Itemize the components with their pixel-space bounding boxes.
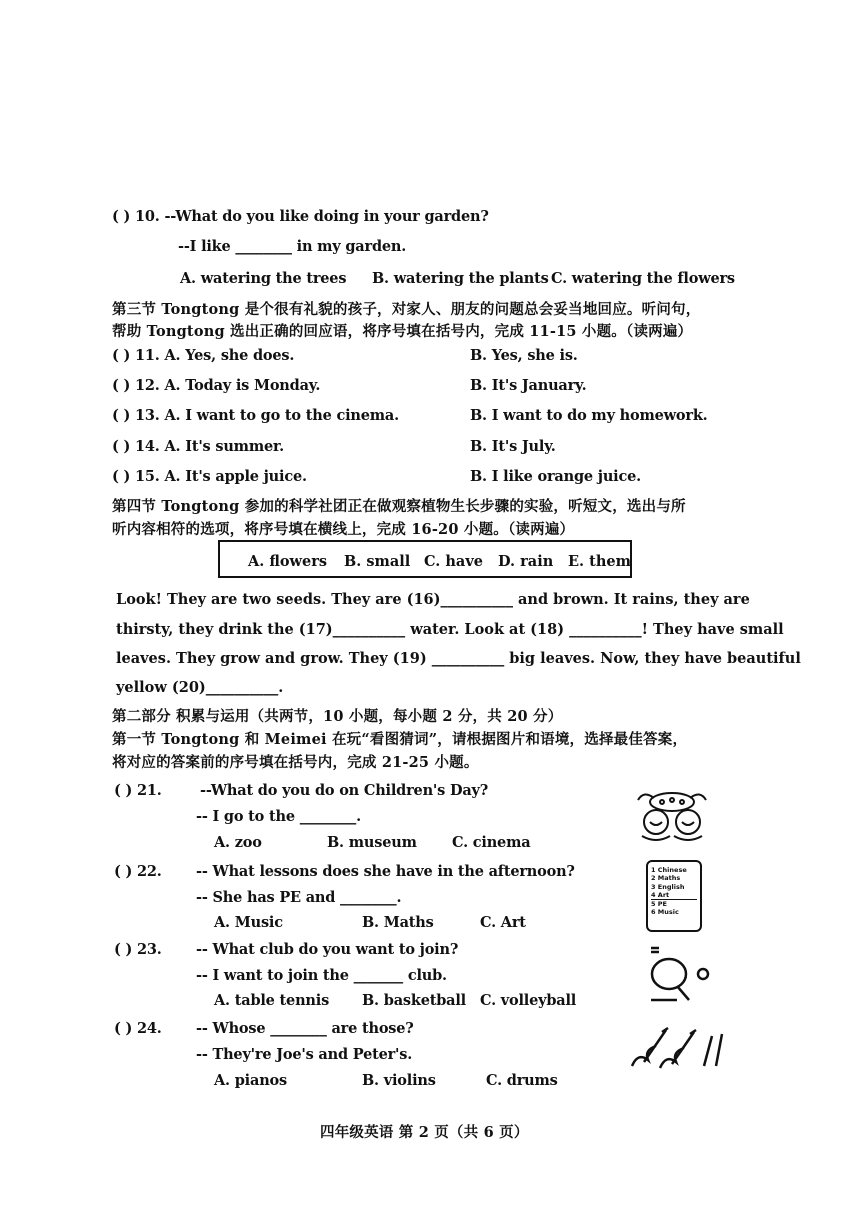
question-24-option-a: A. pianos: [214, 1072, 287, 1089]
question-22: -- What lessons does she have in the afternoon?: [196, 863, 575, 880]
question-13: ( ) 13. A. I want to go to the cinema.: [112, 407, 399, 424]
question-21-option-a: A. zoo: [214, 834, 262, 851]
violins-picture: [626, 1026, 726, 1072]
question-10-option-c: C. watering the flowers: [551, 270, 735, 287]
question-23-number: ( ) 23.: [114, 941, 162, 958]
question-11-option-b: B. Yes, she is.: [470, 347, 578, 364]
question-22-reply: -- She has PE and ________.: [196, 889, 402, 906]
word-bank-item: B. small: [344, 553, 411, 570]
timetable-row: 4 Art: [651, 891, 697, 900]
question-22-option-b: B. Maths: [362, 914, 434, 931]
question-24-reply: -- They're Joe's and Peter's.: [196, 1046, 413, 1063]
passage-line: thirsty, they drink the (17)__________ water. Look at (18) __________! They have small: [116, 621, 784, 638]
word-bank-item: E. them: [568, 553, 631, 570]
question-24: -- Whose ________ are those?: [196, 1020, 414, 1037]
question-23-option-a: A. table tennis: [214, 992, 330, 1009]
question-24-number: ( ) 24.: [114, 1020, 162, 1037]
question-22-option-c: C. Art: [480, 914, 526, 931]
section3-heading-line1: 第三节 Tongtong 是个很有礼貌的孩子，对家人、朋友的问题总会妥当地回应。听问句，: [112, 301, 701, 318]
word-bank-item: D. rain: [498, 553, 554, 570]
question-14: ( ) 14. A. It's summer.: [112, 438, 284, 455]
question-15-option-b: B. I like orange juice.: [470, 468, 641, 485]
question-22-number: ( ) 22.: [114, 863, 162, 880]
part2-section1-line2: 将对应的答案前的序号填在括号内，完成 21-25 小题。: [112, 754, 479, 771]
timetable-row: 6 Music: [651, 908, 679, 917]
question-23-reply: -- I want to join the _______ club.: [196, 967, 447, 984]
word-bank-item: C. have: [424, 553, 483, 570]
passage-line: yellow (20)__________.: [116, 679, 284, 696]
passage-line: Look! They are two seeds. They are (16)__________ and brown. It rains, they are: [116, 591, 750, 608]
page-footer: 四年级英语 第 2 页（共 6 页）: [320, 1124, 529, 1141]
timetable-row: 2 Maths: [651, 874, 681, 883]
question-11: ( ) 11. A. Yes, she does.: [112, 347, 295, 364]
section3-heading-line2: 帮助 Tongtong 选出正确的回应语，将序号填在括号内，完成 11-15 小题。（读两遍）: [112, 323, 693, 340]
question-24-option-b: B. violins: [362, 1072, 436, 1089]
passage-line: leaves. They grow and grow. They (19) __________ big leaves. Now, they have beautiful: [116, 650, 801, 667]
question-12: ( ) 12. A. Today is Monday.: [112, 377, 321, 394]
question-14-option-b: B. It's July.: [470, 438, 556, 455]
timetable-picture: [646, 860, 702, 932]
question-13-option-b: B. I want to do my homework.: [470, 407, 708, 424]
timetable-row: 5 PE: [651, 900, 667, 909]
timetable-row: 3 English: [651, 882, 685, 891]
question-21-reply: -- I go to the ________.: [196, 808, 361, 825]
question-10: ( ) 10. --What do you like doing in your garden?: [112, 208, 489, 225]
question-24-option-c: C. drums: [486, 1072, 558, 1089]
question-23-option-b: B. basketball: [362, 992, 466, 1009]
word-bank-item: A. flowers: [248, 553, 328, 570]
question-21-option-b: B. museum: [327, 834, 417, 851]
section4-heading-line2: 听内容相符的选项，将序号填在横线上，完成 16-20 小题。（读两遍）: [112, 521, 575, 538]
question-21-option-c: C. cinema: [452, 834, 531, 851]
timetable-row: 1 Chinese: [651, 866, 687, 874]
part2-heading: 第二部分 积累与运用（共两节，10 小题，每小题 2 分，共 20 分）: [112, 708, 563, 725]
question-21: --What do you do on Children's Day?: [200, 782, 489, 799]
word-bank-box: [218, 540, 632, 578]
question-22-option-a: A. Music: [214, 914, 283, 931]
section4-heading-line1: 第四节 Tongtong 参加的科学社团正在做观察植物生长步骤的实验，听短文，选出与所: [112, 498, 686, 515]
question-10-option-a: A. watering the trees: [180, 270, 347, 287]
question-21-number: ( ) 21.: [114, 782, 162, 799]
question-23: -- What club do you want to join?: [196, 941, 459, 958]
question-15: ( ) 15. A. It's apple juice.: [112, 468, 307, 485]
question-23-option-c: C. volleyball: [480, 992, 577, 1009]
question-12-option-b: B. It's January.: [470, 377, 587, 394]
table-tennis-picture: [645, 944, 715, 1006]
question-10-reply: --I like ________ in my garden.: [178, 238, 407, 255]
part2-section1-line1: 第一节 Tongtong 和 Meimei 在玩“看图猜词”，请根据图片和语境，选择最佳答案，: [112, 731, 688, 748]
celebration-picture: [632, 786, 712, 846]
question-10-option-b: B. watering the plants: [372, 270, 549, 287]
